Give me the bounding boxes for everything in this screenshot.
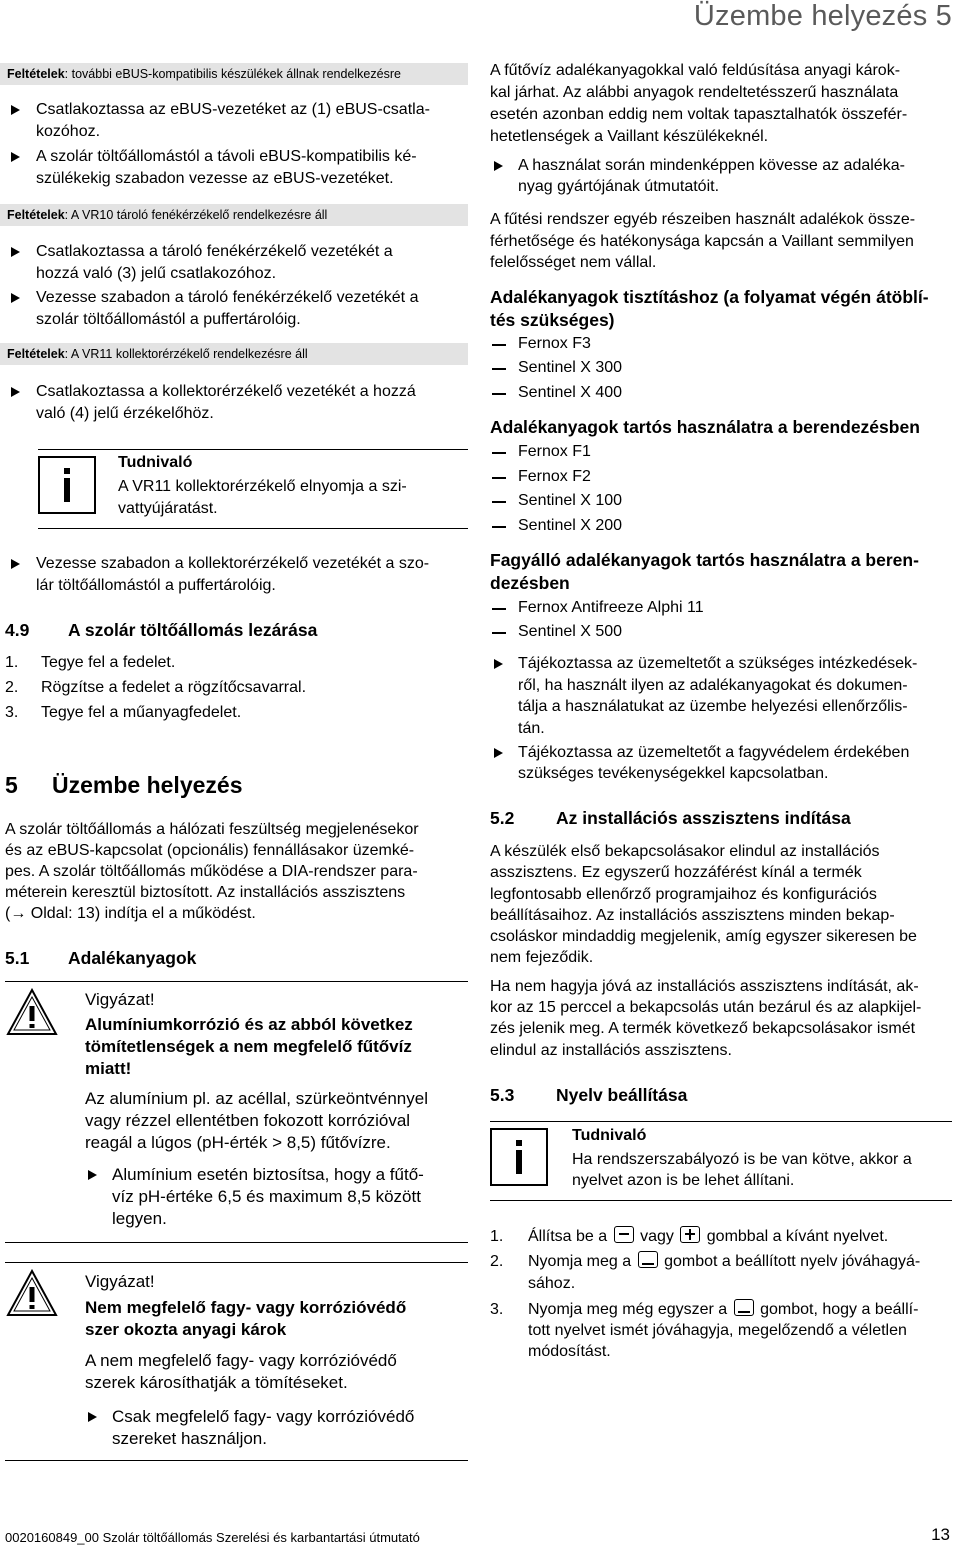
warning-triangle-icon — [6, 988, 58, 1041]
paragraph-line: pes. A szolár töltőállomás működése a DIA-rendszer para- — [5, 863, 418, 880]
section-number: 5.1 — [5, 948, 30, 968]
bullet-text: A szolár töltőállomástól a távoli eBUS-kompatibilis ké- — [36, 148, 417, 165]
warning-title: Nem megfelelő fagy- vagy korrózióvédő — [85, 1298, 407, 1317]
list-item: Sentinel X 300 — [518, 359, 623, 376]
bullet-arrow-icon — [11, 152, 20, 162]
bullet-arrow-icon — [11, 293, 20, 303]
section-title: Az installációs asszisztens indítása — [556, 808, 851, 828]
warning-text: szerek károsíthatják a tömítéseket. — [85, 1373, 348, 1392]
paragraph-line: A készülék első bekapcsolásakor elindul az installációs — [490, 843, 880, 860]
warning-bullet-text: víz pH-értéke 6,5 és maximum 8,5 között — [112, 1187, 421, 1206]
bullet-text: szükséges tevékenységekkel kapcsolatban. — [518, 765, 829, 782]
condition-bar-vr11 — [0, 343, 468, 365]
step-text: módosítást. — [528, 1343, 611, 1360]
warning-bullet-text: Csak megfelelő fagy- vagy korrózióvédő — [112, 1407, 415, 1426]
bullet-text: Csatlakoztassa a tároló fenékérzékelő vezetékét a — [36, 243, 393, 260]
bullet-arrow-icon — [11, 105, 20, 115]
warning-rule-top — [5, 981, 468, 982]
warning-title: miatt! — [85, 1059, 132, 1078]
list-item: Sentinel X 100 — [518, 492, 623, 509]
paragraph-line: A fűtési rendszer egyéb részeiben használt adalékok össze- — [490, 211, 916, 228]
warning-rule-bottom — [5, 1460, 468, 1461]
paragraph-line: méterein keresztül biztosított. Az installációs asszisztens — [5, 884, 406, 901]
step-text: Tegye fel a fedelet. — [41, 654, 176, 671]
dash-bullet-icon — [492, 368, 506, 370]
step-number: 1. — [490, 1228, 504, 1245]
warning-title: tömítetlenségek a nem megfelelő fűtővíz — [85, 1037, 412, 1056]
bullet-text: ről, ha használt ilyen az adalékanyagokat és dokumen- — [518, 677, 908, 694]
paragraph-line: nem fejeződik. — [490, 949, 594, 966]
section-title: Adalékanyagok — [68, 948, 197, 968]
condition-text: : A VR10 tároló fenékérzékelő rendelkezésre áll — [64, 208, 328, 222]
subheading: Adalékanyagok tartós használatra a berendezésben — [490, 417, 920, 437]
bullet-text: tán. — [518, 720, 545, 737]
list-item: Sentinel X 400 — [518, 384, 623, 401]
condition-bar-vr10 — [0, 204, 468, 226]
list-item: Fernox F3 — [518, 335, 591, 352]
footer-document-title: 0020160849_00 Szolár töltőállomás Szerelési és karbantartási útmutató — [5, 1530, 420, 1545]
page-header-title: Üzembe helyezés 5 — [693, 0, 952, 32]
dash-bullet-icon — [492, 452, 506, 454]
list-item: Sentinel X 500 — [518, 623, 623, 640]
info-icon — [490, 1128, 548, 1186]
dash-bullet-icon — [492, 344, 506, 346]
paragraph-line: csoláskor mindaddig megjelenik, amíg egyszer sikeresen be — [490, 928, 917, 945]
bullet-arrow-icon — [494, 659, 503, 669]
step-text-part: Állítsa be a — [528, 1228, 608, 1245]
step-text-part: gombot, hogy a beállí- — [760, 1301, 919, 1318]
bullet-text: Csatlakoztassa a kollektorérzékelő vezetékét a hozzá — [36, 383, 416, 400]
paragraph-line: A szolár töltőállomás a hálózati feszültség megjelenésekor — [5, 821, 419, 838]
note-title: Tudnivaló — [572, 1127, 647, 1144]
bullet-text: lár töltőállomástól a puffertárolóig. — [36, 577, 276, 594]
bullet-text: Csatlakoztassa az eBUS-vezetéket az (1) eBUS-csatla- — [36, 101, 430, 118]
condition-bar-ebus — [0, 63, 468, 85]
step-text-part: vagy — [640, 1228, 674, 1245]
note-rule-top — [490, 1121, 952, 1122]
step-number: 2. — [5, 679, 19, 696]
warning-title: Alumíniumkorrózió és az abból következ — [85, 1015, 413, 1034]
paragraph-line: (→ Oldal: 13) indítja el a működést. — [5, 905, 256, 922]
paragraph-line: hetetlenségek a Vaillant készülékeknél. — [490, 128, 769, 145]
note-rule-bottom — [38, 528, 468, 529]
section-number: 5.2 — [490, 808, 515, 828]
step-number: 1. — [5, 654, 19, 671]
step-text-part: Nyomja meg a — [528, 1253, 632, 1270]
subheading: Fagyálló adalékanyagok tartós használatra a beren- — [490, 550, 919, 570]
paragraph-line: elindul az installációs asszisztens. — [490, 1042, 732, 1059]
confirm-button-icon — [734, 1299, 754, 1316]
footer-page-number: 13 — [931, 1525, 950, 1544]
condition-label: Feltételek — [7, 347, 65, 361]
warning-text: Az alumínium pl. az acéllal, szürkeöntvénnyel — [85, 1089, 428, 1108]
section-title: Nyelv beállítása — [556, 1085, 688, 1105]
step-text: Tegye fel a műanyagfedelet. — [41, 704, 242, 721]
paragraph-line: férhetősége és hatékonysága kapcsán a Vaillant semmilyen — [490, 233, 914, 250]
paragraph-line: asszisztens. Ez egyszerű hozzáférést kínál a termék — [490, 864, 862, 881]
dash-bullet-icon — [492, 526, 506, 528]
paragraph-line: A fűtővíz adalékanyagokkal való feldúsítása anyagi károk- — [490, 62, 901, 79]
bullet-text: nyag gyártójának útmutatóit. — [518, 178, 720, 195]
paragraph-line: kal járhat. Az alábbi anyagok rendeltetésszerű használata — [490, 84, 899, 101]
warning-title: szer okozta anyagi károk — [85, 1320, 287, 1339]
warning-label: Vigyázat! — [85, 990, 155, 1009]
condition-label: Feltételek — [7, 208, 65, 222]
warning-triangle-icon — [6, 1269, 58, 1322]
minus-button-icon — [614, 1226, 634, 1243]
paragraph-line: kor az 15 perccel a bekapcsolás után bezárul és az alapkijel- — [490, 999, 922, 1016]
paragraph-line: legfontosabb ellenőrző programjaihoz és konfigurációs — [490, 886, 877, 903]
note-title: Tudnivaló — [118, 454, 193, 471]
note-rule-bottom — [490, 1200, 952, 1201]
section-number: 4.9 — [5, 620, 30, 640]
warning-rule-bottom — [5, 1242, 468, 1243]
section-number: 5.3 — [490, 1085, 515, 1105]
bullet-text: Vezesse szabadon a tároló fenékérzékelő vezetékét a — [36, 289, 419, 306]
list-item: Fernox F2 — [518, 468, 591, 485]
subheading: tés szükséges) — [490, 310, 615, 330]
bullet-arrow-icon — [11, 387, 20, 397]
bullet-text: szülékekig szabadon vezesse az eBUS-vezetéket. — [36, 170, 394, 187]
note-rule-top — [38, 449, 468, 450]
warning-text: A nem megfelelő fagy- vagy korrózióvédő — [85, 1351, 397, 1370]
step-text-part: gombot a beállított nyelv jóváhagyá- — [664, 1253, 921, 1270]
paragraph-line: beállításaihoz. Az installációs asszisztens minden bekap- — [490, 907, 895, 924]
plus-button-icon — [680, 1226, 700, 1243]
bullet-arrow-icon — [11, 559, 20, 569]
step-text: tott nyelvet ismét jóváhagyja, megelőzendő a véletlen — [528, 1322, 907, 1339]
chapter-number: 5 — [5, 772, 18, 798]
dash-bullet-icon — [492, 393, 506, 395]
warning-label: Vigyázat! — [85, 1272, 155, 1291]
condition-text: : további eBUS-kompatibilis készülékek állnak rendelkezésre — [64, 67, 401, 81]
dash-bullet-icon — [492, 608, 506, 610]
step-number: 3. — [5, 704, 19, 721]
chapter-title: Üzembe helyezés — [52, 772, 243, 798]
list-item: Sentinel X 200 — [518, 517, 623, 534]
step-text-part: gombbal a kívánt nyelvet. — [706, 1228, 889, 1245]
info-icon — [38, 456, 96, 514]
note-text: vattyújáratást. — [118, 500, 218, 517]
condition-text: : A VR11 kollektorérzékelő rendelkezésre áll — [64, 347, 308, 361]
paragraph-line: felelősséget nem vállal. — [490, 254, 657, 271]
paragraph-line: Ha nem hagyja jóvá az installációs asszisztens indítását, ak- — [490, 978, 919, 995]
note-text: nyelvet azon is be lehet állítani. — [572, 1172, 795, 1189]
bullet-text: tálja a használatukat az üzembe helyezési ellenőrzőlis- — [518, 698, 908, 715]
bullet-text: szolár töltőállomástól a puffertárolóig. — [36, 311, 301, 328]
bullet-text: Tájékoztassa az üzemeltetőt a fagyvédelem érdekében — [518, 744, 910, 761]
subheading: dezésben — [490, 573, 570, 593]
section-title: A szolár töltőállomás lezárása — [68, 620, 318, 640]
bullet-text: kozóhoz. — [36, 123, 101, 140]
step-number: 2. — [490, 1253, 504, 1270]
paragraph-line: esetén azonban eddig nem voltak tapasztalhatók összefér- — [490, 106, 908, 123]
list-item: Fernox Antifreeze Alphi 11 — [518, 599, 704, 616]
step-text — [528, 1226, 888, 1248]
step-text — [528, 1251, 920, 1273]
warning-text: vagy rézzel ellentétben fokozott korrózióval — [85, 1111, 411, 1130]
confirm-button-icon — [638, 1251, 658, 1268]
paragraph-line: zés jelenik meg. A termék következő bekapcsolásakor ismét — [490, 1020, 916, 1037]
bullet-arrow-icon — [88, 1412, 97, 1422]
paragraph-line: és az eBUS-kapcsolat (opcionális) fennállásakor üzemké- — [5, 842, 415, 859]
list-item: Fernox F1 — [518, 443, 591, 460]
subheading: Adalékanyagok tisztításhoz (a folyamat végén átöblí- — [490, 287, 929, 307]
warning-bullet-text: szereket használjon. — [112, 1429, 267, 1448]
bullet-text: Tájékoztassa az üzemeltetőt a szükséges intézkedések- — [518, 655, 918, 672]
bullet-arrow-icon — [494, 748, 503, 758]
bullet-arrow-icon — [88, 1170, 97, 1180]
warning-text: reagál a lúgos (pH-érték > 8,5) fűtővízre. — [85, 1133, 391, 1152]
bullet-arrow-icon — [494, 161, 503, 171]
bullet-text: Vezesse szabadon a kollektorérzékelő vezetékét a szo- — [36, 555, 430, 572]
dash-bullet-icon — [492, 632, 506, 634]
condition-label: Feltételek — [7, 67, 65, 81]
bullet-arrow-icon — [11, 247, 20, 257]
dash-bullet-icon — [492, 501, 506, 503]
warning-bullet-text: Alumínium esetén biztosítsa, hogy a fűtő- — [112, 1165, 424, 1184]
step-text: Rögzítse a fedelet a rögzítőcsavarral. — [41, 679, 307, 696]
bullet-text: való (4) jelű érzékelőhöz. — [36, 405, 214, 422]
step-text: sához. — [528, 1275, 576, 1292]
note-text: Ha rendszerszabályozó is be van kötve, akkor a — [572, 1151, 912, 1168]
step-text — [528, 1299, 918, 1321]
dash-bullet-icon — [492, 477, 506, 479]
warning-bullet-text: legyen. — [112, 1209, 167, 1228]
note-text: A VR11 kollektorérzékelő elnyomja a szi- — [118, 478, 407, 495]
step-number: 3. — [490, 1301, 504, 1318]
step-text-part: Nyomja meg még egyszer a — [528, 1301, 728, 1318]
warning-rule-top — [5, 1262, 468, 1263]
bullet-text: A használat során mindenképpen kövesse az adaléka- — [518, 157, 905, 174]
bullet-text: hozzá való (3) jelű csatlakozóhoz. — [36, 265, 277, 282]
